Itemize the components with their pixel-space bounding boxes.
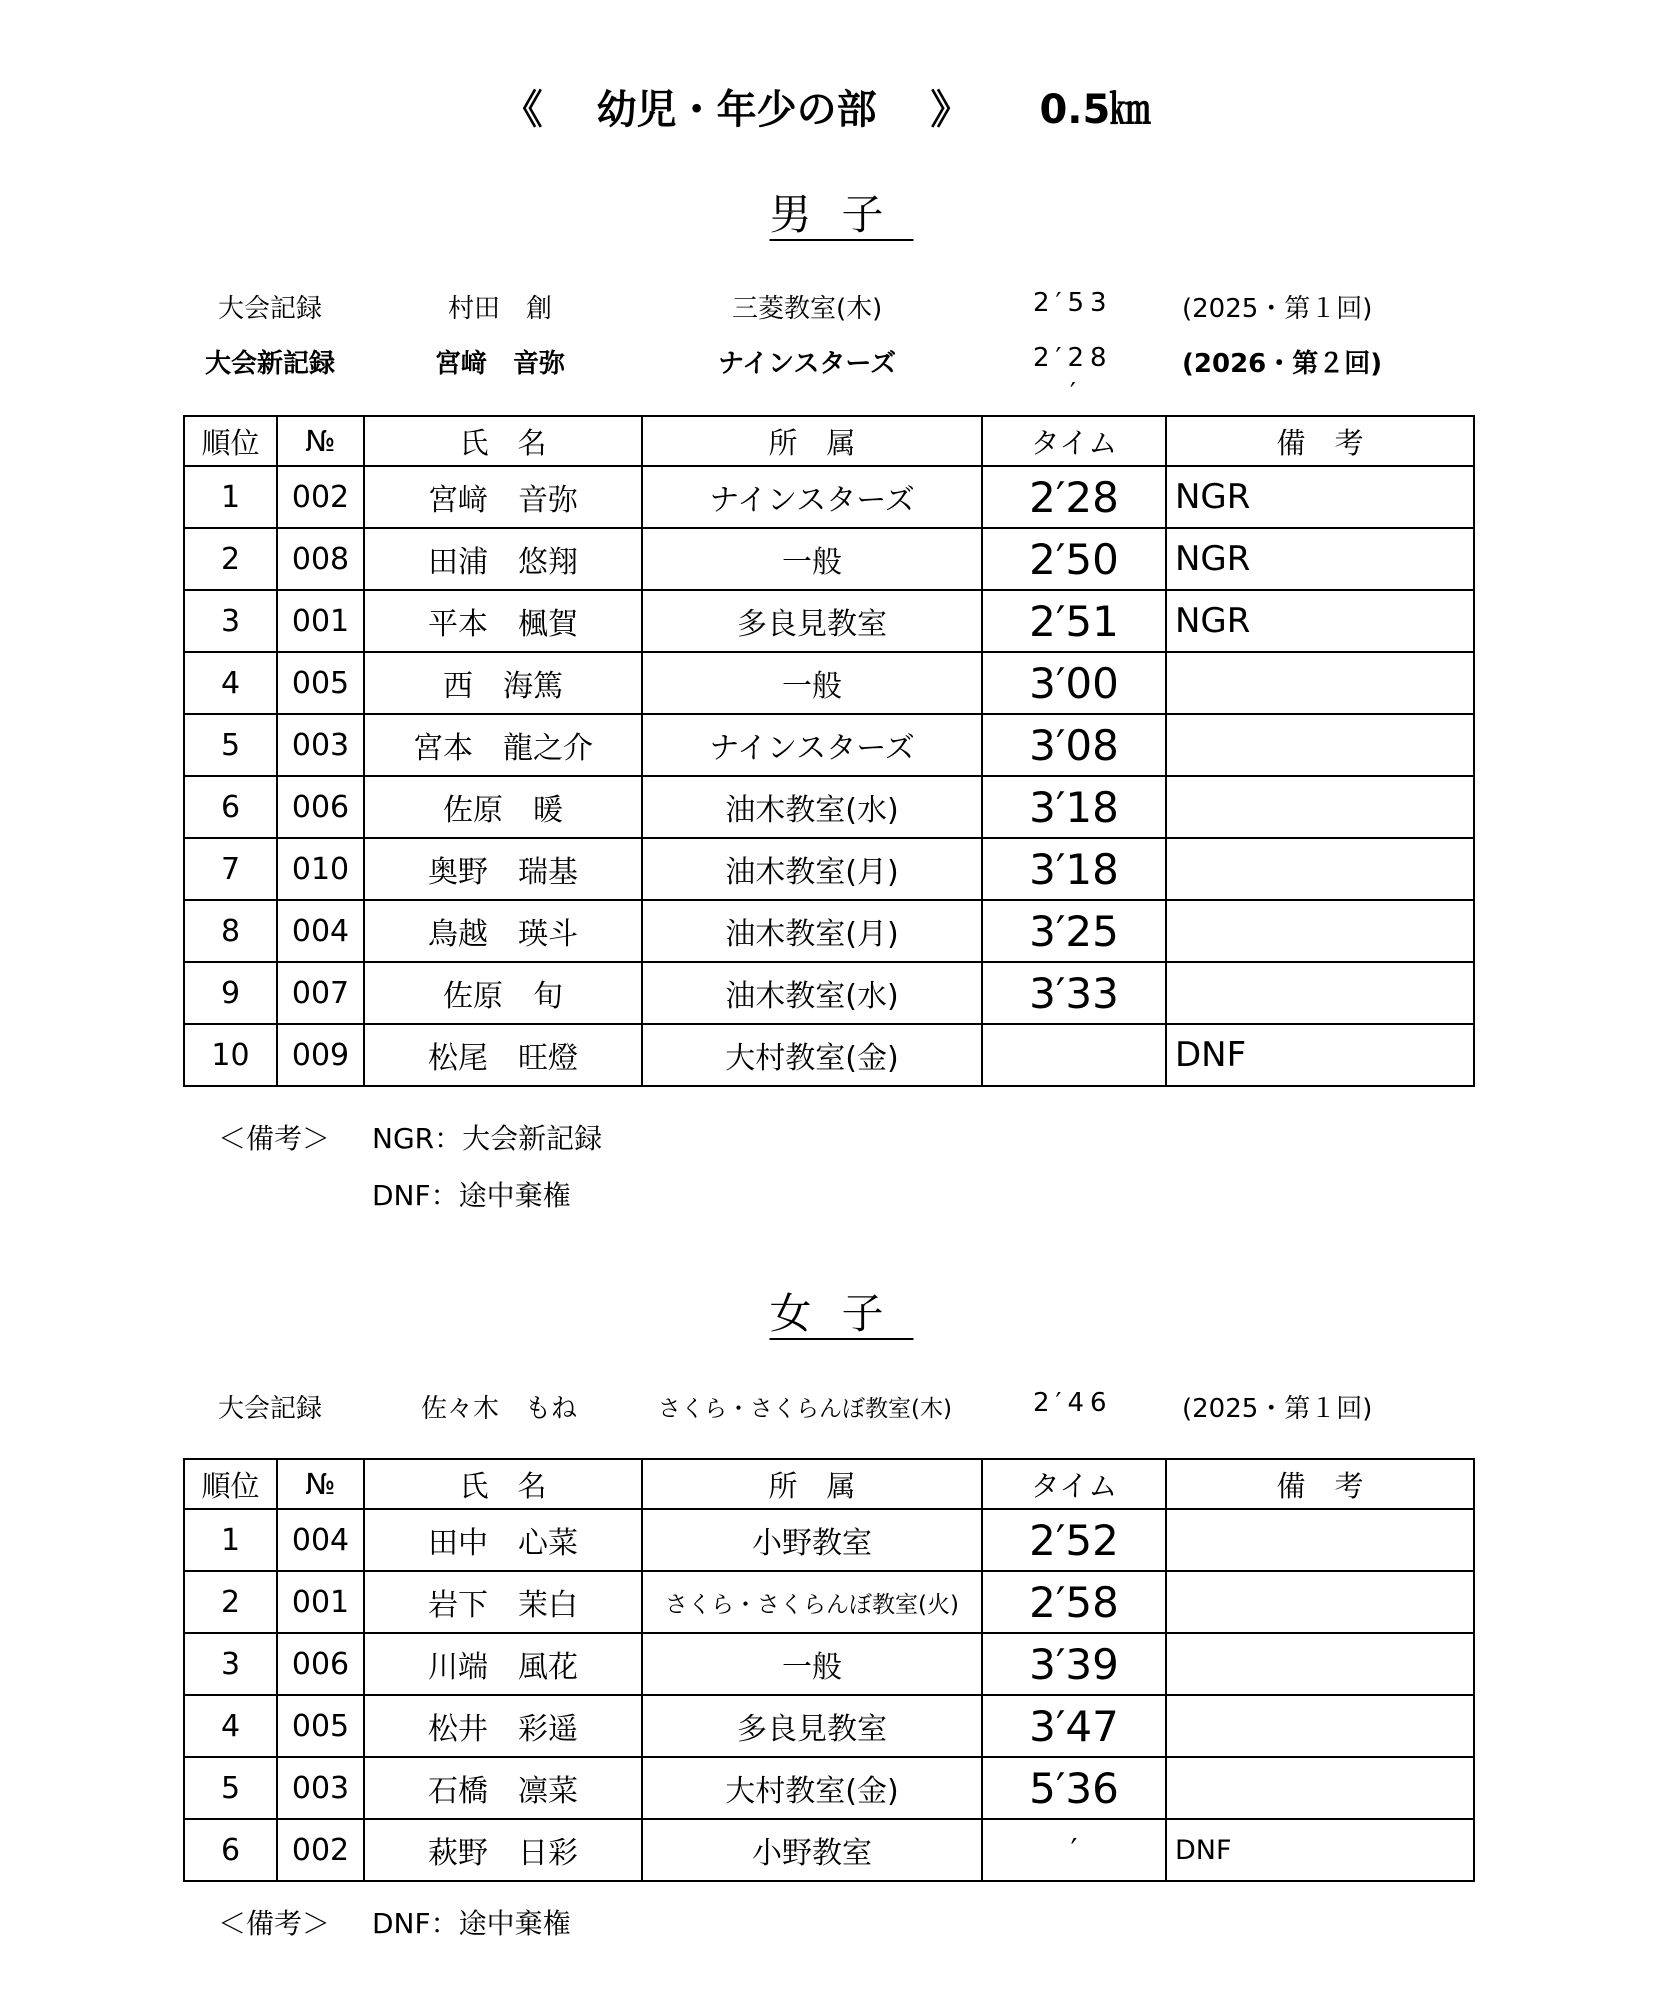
cell-note <box>1166 1633 1474 1695</box>
table-row <box>184 466 1474 528</box>
cell-name: 西 海篤 <box>364 652 642 714</box>
table-row <box>184 590 1474 652</box>
boys-record-name: 村田 創 <box>448 294 553 324</box>
girls-legend-dnf: DNF：途中棄権 <box>372 1907 571 1940</box>
col-header-name: 氏 名 <box>364 416 642 466</box>
cell-name: 岩下 茉白 <box>364 1571 642 1633</box>
boys-record-team: 三菱教室(木) <box>732 294 883 324</box>
girls-legend-label: ＜備考＞ <box>218 1907 331 1940</box>
cell-name: 萩野 日彩 <box>364 1819 642 1881</box>
cell-rank: 3 <box>184 590 277 652</box>
col-header-team: 所 属 <box>642 1459 982 1509</box>
cell-team: 油木教室(月) <box>642 838 982 900</box>
page-title <box>0 78 1653 135</box>
girls-record-team: さくら・さくらんぼ教室(木) <box>658 1396 952 1422</box>
col-header-rank: 順位 <box>184 1459 277 1509</box>
girls-record-time: 2′46 <box>1033 1388 1113 1418</box>
cell-time: 3′47 <box>982 1695 1166 1757</box>
cell-rank: 3 <box>184 1633 277 1695</box>
cell-no: 008 <box>277 528 364 590</box>
cell-name: 宮本 龍之介 <box>364 714 642 776</box>
cell-note <box>1166 714 1474 776</box>
boys-new-record-note: (2026・第２回) <box>1182 349 1383 379</box>
cell-rank: 5 <box>184 714 277 776</box>
cell-note <box>1166 652 1474 714</box>
cell-note <box>1166 1509 1474 1571</box>
col-header-name: 氏 名 <box>364 1459 642 1509</box>
cell-team: 大村教室(金) <box>642 1024 982 1086</box>
table-row <box>184 1509 1474 1571</box>
cell-note <box>1166 1571 1474 1633</box>
cell-rank: 1 <box>184 1509 277 1571</box>
table-row <box>184 528 1474 590</box>
cell-rank: 1 <box>184 466 277 528</box>
cell-rank: 10 <box>184 1024 277 1086</box>
cell-time: 2′51 <box>982 590 1166 652</box>
cell-no: 007 <box>277 962 364 1024</box>
cell-rank: 2 <box>184 1571 277 1633</box>
boys-new-record-name: 宮﨑 音弥 <box>435 349 566 379</box>
table-row <box>184 1633 1474 1695</box>
girls-results-table <box>183 1458 1475 1882</box>
cell-name: 奥野 瑞基 <box>364 838 642 900</box>
cell-name: 佐原 暖 <box>364 776 642 838</box>
table-row <box>184 1571 1474 1633</box>
cell-note <box>1166 1695 1474 1757</box>
cell-time: 3′00 <box>982 652 1166 714</box>
cell-name: 田浦 悠翔 <box>364 528 642 590</box>
cell-team: ナインスターズ <box>642 466 982 528</box>
cell-note: NGR <box>1166 590 1474 652</box>
cell-no: 002 <box>277 1819 364 1881</box>
title-open-bracket: 《 <box>502 87 543 133</box>
title-text: 幼児・年少の部 <box>596 87 877 133</box>
cell-name: 鳥越 瑛斗 <box>364 900 642 962</box>
title-distance: 0.5㎞ <box>1039 87 1151 133</box>
cell-team: 一般 <box>642 1633 982 1695</box>
cell-note <box>1166 776 1474 838</box>
table-row <box>184 838 1474 900</box>
cell-time: 2′28 <box>982 466 1166 528</box>
cell-rank: 2 <box>184 528 277 590</box>
cell-name: 松井 彩遥 <box>364 1695 642 1757</box>
cell-team: 一般 <box>642 652 982 714</box>
cell-team: 小野教室 <box>642 1819 982 1881</box>
cell-no: 002 <box>277 466 364 528</box>
cell-team: ナインスターズ <box>642 714 982 776</box>
cell-time: 3′25 <box>982 900 1166 962</box>
boys-legend-ngr: NGR：大会新記録 <box>372 1122 603 1155</box>
cell-rank: 9 <box>184 962 277 1024</box>
table-row <box>184 1695 1474 1757</box>
cell-no: 010 <box>277 838 364 900</box>
cell-rank: 6 <box>184 776 277 838</box>
cell-no: 005 <box>277 652 364 714</box>
cell-note <box>1166 838 1474 900</box>
boys-heading <box>0 182 1653 242</box>
boys-legend-dnf: DNF：途中棄権 <box>372 1179 571 1212</box>
cell-team: 小野教室 <box>642 1509 982 1571</box>
cell-note: NGR <box>1166 466 1474 528</box>
table-row <box>184 1757 1474 1819</box>
col-header-no: № <box>277 1459 364 1509</box>
girls-record-label: 大会記録 <box>218 1394 323 1424</box>
cell-note: DNF <box>1166 1024 1474 1086</box>
title-close-bracket: 》 <box>930 87 971 133</box>
cell-no: 005 <box>277 1695 364 1757</box>
cell-team: 一般 <box>642 528 982 590</box>
col-header-note: 備 考 <box>1166 416 1474 466</box>
cell-name: 石橋 凛菜 <box>364 1757 642 1819</box>
cell-note <box>1166 1757 1474 1819</box>
boys-record-time: 2′53 <box>1033 288 1113 318</box>
cell-note: NGR <box>1166 528 1474 590</box>
cell-time: 3′39 <box>982 1633 1166 1695</box>
cell-no: 006 <box>277 776 364 838</box>
table-row <box>184 652 1474 714</box>
cell-no: 003 <box>277 714 364 776</box>
cell-rank: 8 <box>184 900 277 962</box>
cell-time: 3′33 <box>982 962 1166 1024</box>
cell-no: 004 <box>277 900 364 962</box>
cell-team: 油木教室(水) <box>642 962 982 1024</box>
table-row <box>184 714 1474 776</box>
boys-legend-label: ＜備考＞ <box>218 1122 331 1155</box>
cell-team: 大村教室(金) <box>642 1757 982 1819</box>
cell-rank: 4 <box>184 652 277 714</box>
cell-time: ′ <box>982 1819 1166 1881</box>
girls-record-name: 佐々木 もね <box>421 1394 578 1424</box>
cell-time <box>982 1024 1166 1086</box>
cell-time: 3′18 <box>982 776 1166 838</box>
cell-no: 006 <box>277 1633 364 1695</box>
cell-name: 宮﨑 音弥 <box>364 466 642 528</box>
boys-new-record-time: 2′28 <box>1033 343 1113 373</box>
girls-heading <box>0 1281 1653 1341</box>
table-row <box>184 1024 1474 1086</box>
table-row <box>184 776 1474 838</box>
cell-name: 松尾 旺燈 <box>364 1024 642 1086</box>
table-row <box>184 900 1474 962</box>
cell-team: 多良見教室 <box>642 590 982 652</box>
cell-time: 2′58 <box>982 1571 1166 1633</box>
boys-results-table <box>183 415 1475 1087</box>
girls-record-note: (2025・第１回) <box>1182 1394 1373 1424</box>
cell-no: 001 <box>277 590 364 652</box>
cell-time: 3′18 <box>982 838 1166 900</box>
cell-rank: 7 <box>184 838 277 900</box>
cell-name: 川端 風花 <box>364 1633 642 1695</box>
cell-time: 2′52 <box>982 1509 1166 1571</box>
table-row <box>184 962 1474 1024</box>
cell-time: 5′36 <box>982 1757 1166 1819</box>
cell-name: 平本 楓賀 <box>364 590 642 652</box>
cell-rank: 4 <box>184 1695 277 1757</box>
girls-heading-text: 女子 <box>769 1289 914 1338</box>
cell-note <box>1166 962 1474 1024</box>
cell-time: 3′08 <box>982 714 1166 776</box>
cell-note: DNF <box>1166 1819 1474 1881</box>
table-header-row <box>184 1459 1474 1509</box>
boys-record-label: 大会記録 <box>218 294 323 324</box>
cell-rank: 5 <box>184 1757 277 1819</box>
cell-team: さくら・さくらんぼ教室(火) <box>642 1571 982 1633</box>
boys-heading-text: 男子 <box>769 190 914 239</box>
col-header-time: タイム <box>982 416 1166 466</box>
cell-no: 003 <box>277 1757 364 1819</box>
boys-stray-mark: ′ <box>1070 378 1076 408</box>
cell-note <box>1166 900 1474 962</box>
col-header-time: タイム <box>982 1459 1166 1509</box>
boys-new-record-team: ナインスターズ <box>718 349 897 379</box>
cell-rank: 6 <box>184 1819 277 1881</box>
cell-team: 油木教室(水) <box>642 776 982 838</box>
cell-no: 001 <box>277 1571 364 1633</box>
boys-record-note: (2025・第１回) <box>1182 294 1373 324</box>
cell-no: 004 <box>277 1509 364 1571</box>
boys-new-record-label: 大会新記録 <box>205 349 336 379</box>
col-header-note: 備 考 <box>1166 1459 1474 1509</box>
col-header-team: 所 属 <box>642 416 982 466</box>
cell-no: 009 <box>277 1024 364 1086</box>
cell-name: 佐原 旬 <box>364 962 642 1024</box>
col-header-no: № <box>277 416 364 466</box>
cell-time: 2′50 <box>982 528 1166 590</box>
table-header-row <box>184 416 1474 466</box>
cell-team: 油木教室(月) <box>642 900 982 962</box>
table-row <box>184 1819 1474 1881</box>
cell-team: 多良見教室 <box>642 1695 982 1757</box>
cell-name: 田中 心菜 <box>364 1509 642 1571</box>
col-header-rank: 順位 <box>184 416 277 466</box>
